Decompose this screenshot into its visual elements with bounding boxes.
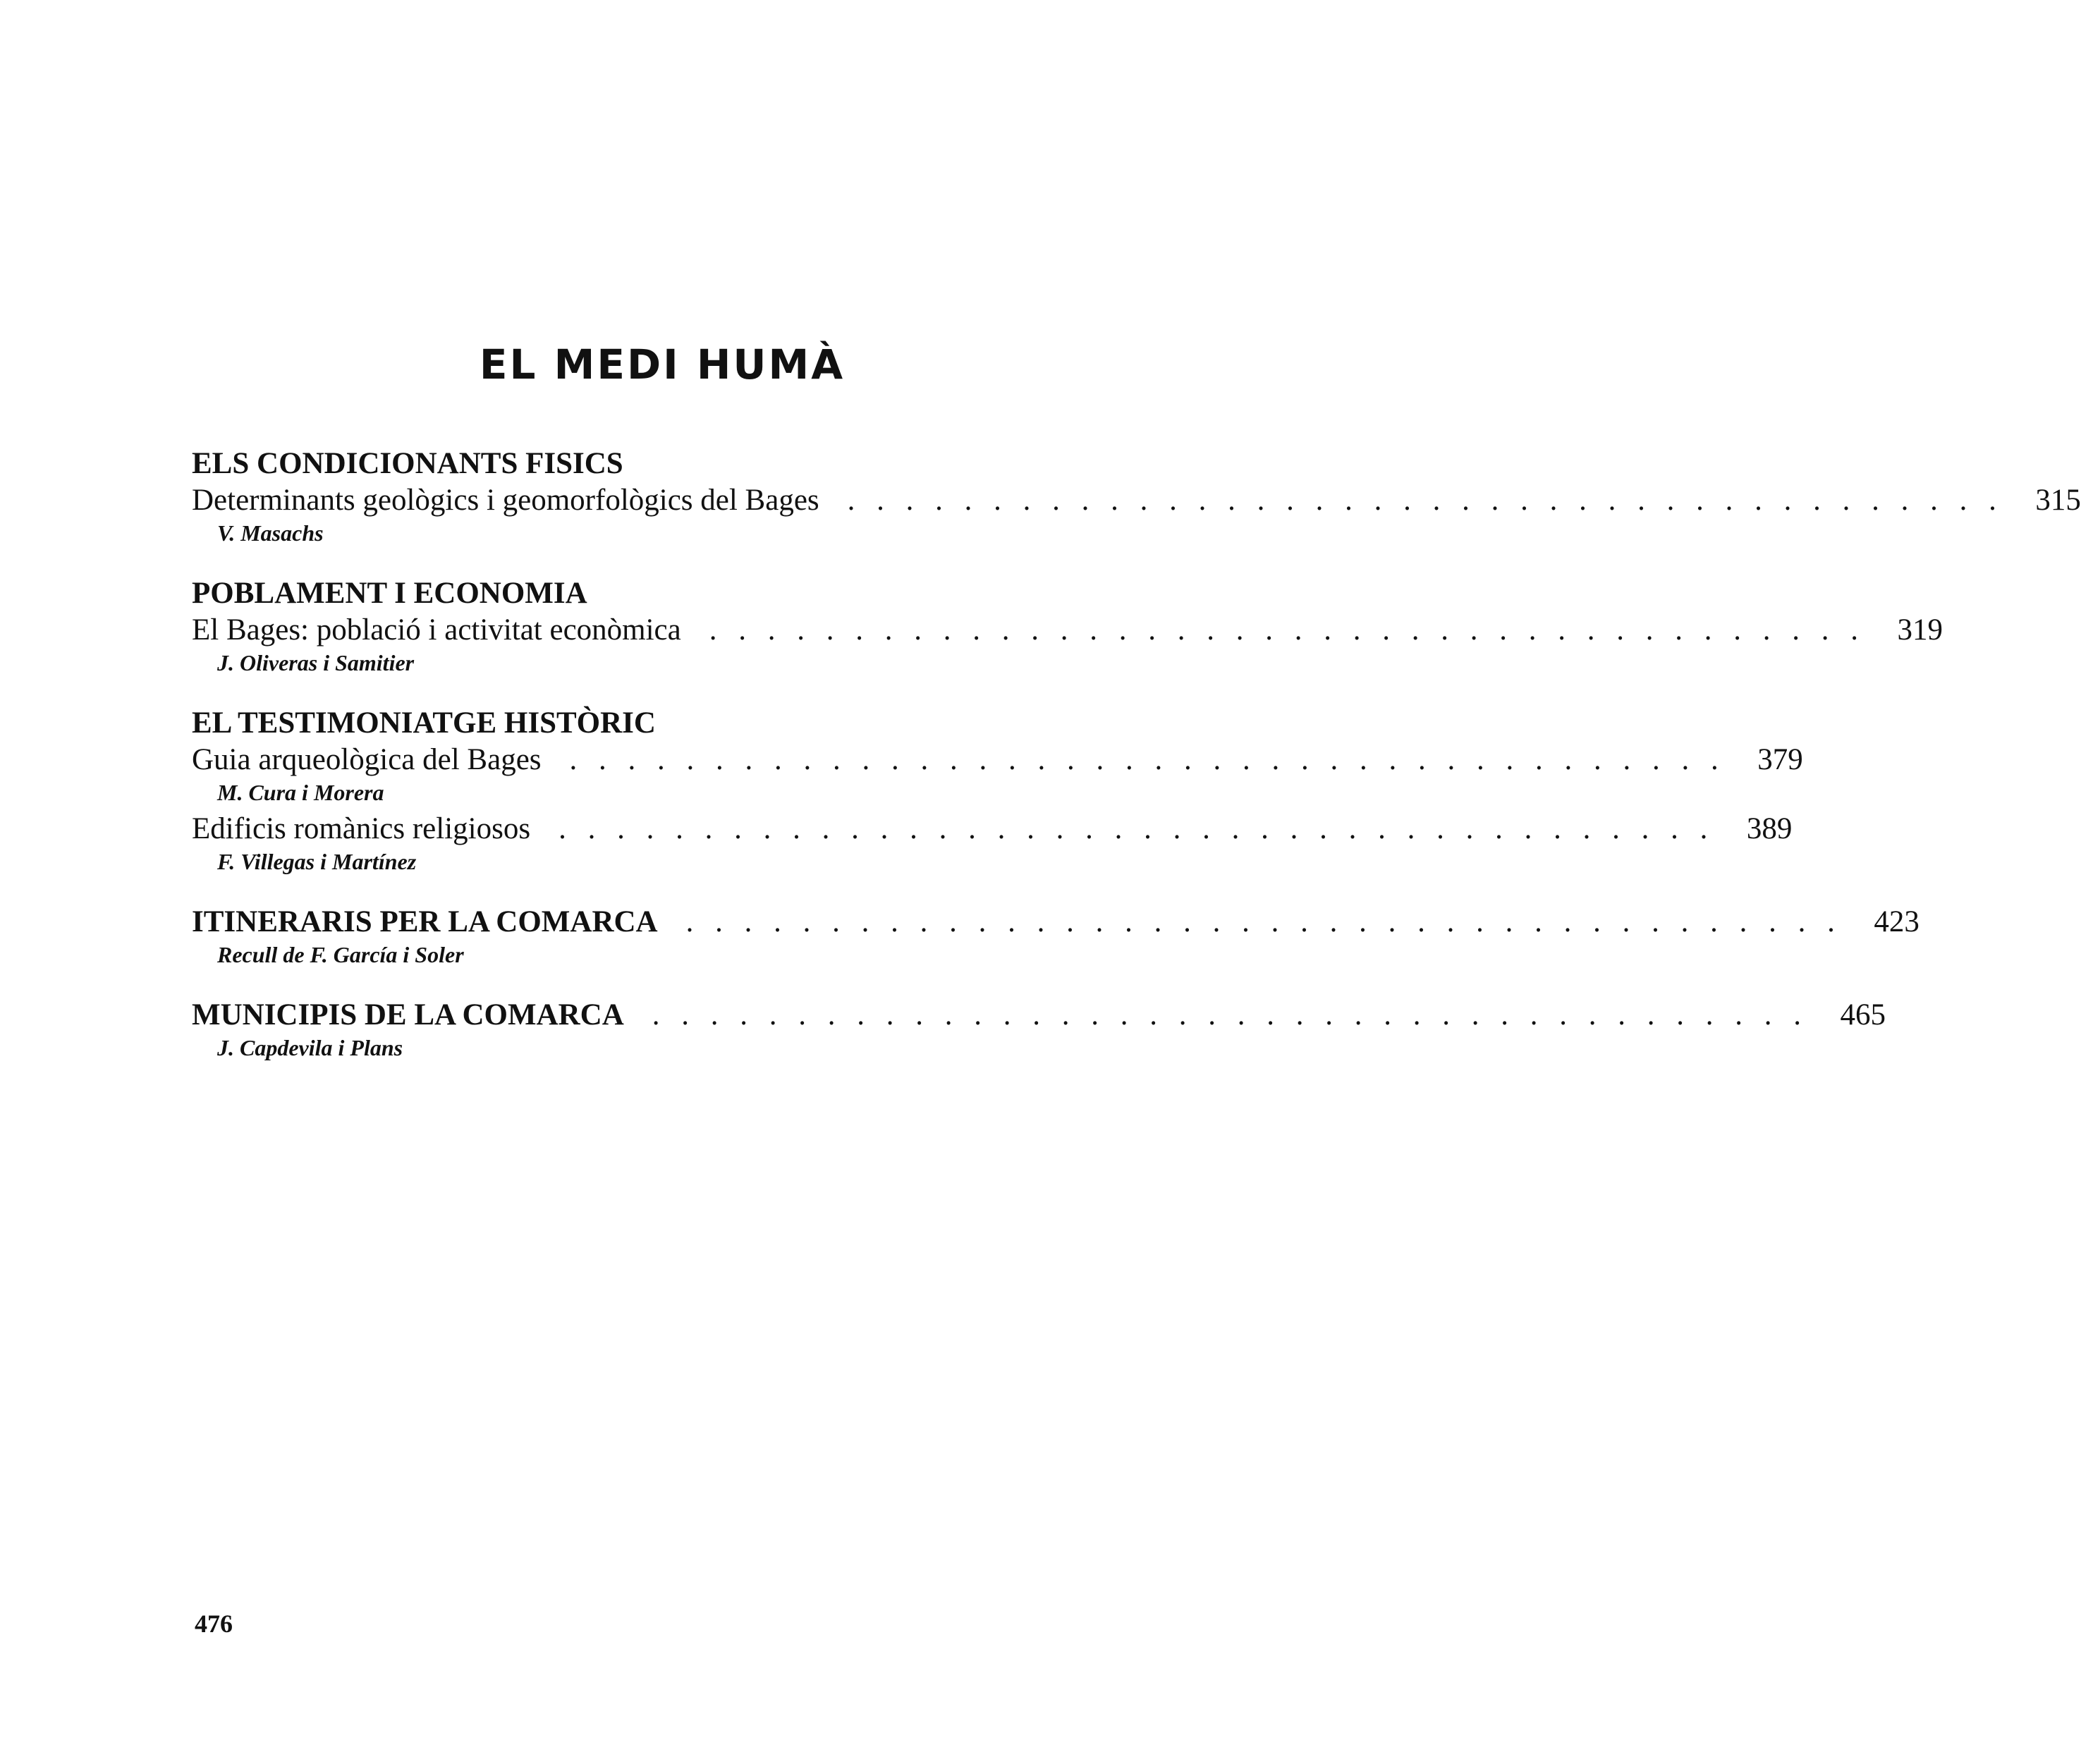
toc-entry[interactable] [192,997,1886,1034]
entry-author: F. Villegas i Martínez [217,849,417,874]
section-heading: ELS CONDICIONANTS FISICS [192,447,623,480]
page-number: 389 [1746,812,1793,845]
entry-title: Determinants geològics i geomorfològics del Bages [192,484,819,517]
dot-leader: . . . . . . . . . . . . . . . . . . . . . . . . . . . . . . . . . . . . . . . . [559,812,1715,845]
entry-title: Edificis romànics religiosos [192,812,531,845]
toc-section [192,997,1886,1062]
dot-leader: . . . . . . . . . . . . . . . . . . . . . . . . . . . . . . . . . . . . . . . . [709,613,1865,647]
page-number: 379 [1757,743,1803,776]
toc-entry[interactable] [192,742,1803,778]
page-title: EL MEDI HUMÀ [479,341,846,388]
toc-section [192,904,1920,969]
dot-leader: . . . . . . . . . . . . . . . . . . . . . . . . . . . . . . . . . . . . . . . . [685,905,1842,938]
page-number: 319 [1897,613,1943,647]
dot-leader: . . . . . . . . . . . . . . . . . . . . . . . . . . . . . . . . . . . . . . . . [847,484,2003,517]
toc-entry[interactable] [192,612,1943,649]
toc-entry[interactable] [192,811,1793,847]
toc-section [192,446,2081,547]
page-number: 423 [1874,905,1920,938]
toc-entry[interactable] [192,904,1920,941]
entry-author: M. Cura i Morera [217,780,384,805]
section-heading: POBLAMENT I ECONOMIA [192,577,587,610]
entry-title: Guia arqueològica del Bages [192,743,542,776]
dot-leader: . . . . . . . . . . . . . . . . . . . . . . . . . . . . . . . . . . . . . . . . [652,998,1809,1031]
page-number: 465 [1840,998,1886,1031]
entry-author: J. Capdevila i Plans [217,1035,403,1060]
entry-author: V. Masachs [217,520,324,546]
entry-author: Recull de F. García i Soler [217,942,464,967]
dot-leader: . . . . . . . . . . . . . . . . . . . . . . . . . . . . . . . . . . . . . . . . [569,743,1726,776]
toc-entry[interactable] [192,482,2081,519]
toc-section [192,705,1803,876]
section-heading: ITINERARIS PER LA COMARCA [192,905,658,938]
page-folio: 476 [195,1610,233,1638]
entry-title: El Bages: població i activitat econòmica [192,613,681,647]
toc-section [192,575,1943,677]
entry-author: J. Oliveras i Samitier [217,650,415,675]
section-heading: MUNICIPIS DE LA COMARCA [192,998,624,1031]
table-of-contents [192,446,2081,1090]
section-heading: EL TESTIMONIATGE HISTÒRIC [192,706,656,740]
page-number: 315 [2035,484,2081,517]
